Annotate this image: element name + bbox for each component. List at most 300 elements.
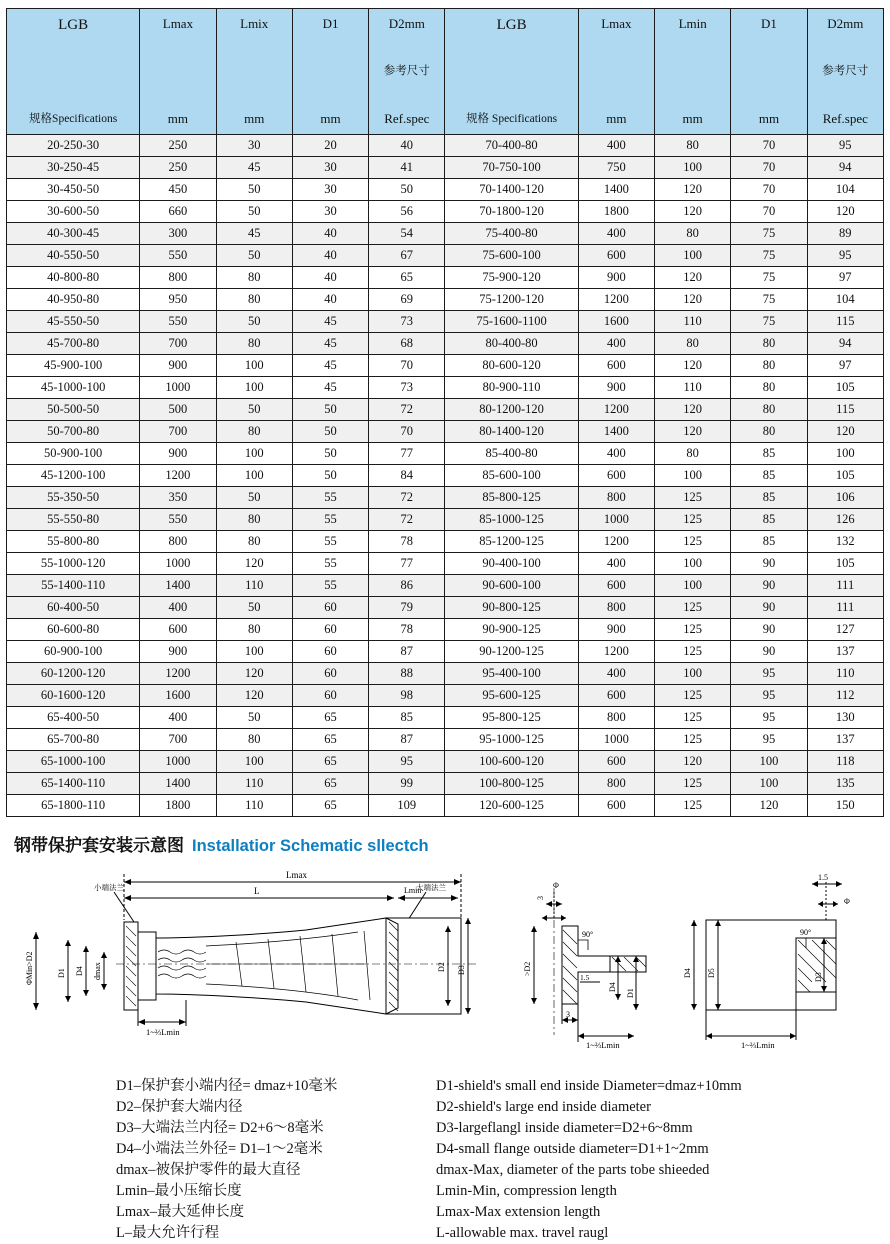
table-cell: 100 bbox=[655, 157, 731, 179]
table-cell: 125 bbox=[655, 685, 731, 707]
table-cell: 50 bbox=[292, 421, 368, 443]
table-cell: 80 bbox=[655, 443, 731, 465]
table-cell: 65-700-80 bbox=[7, 729, 140, 751]
table-cell: 137 bbox=[807, 641, 883, 663]
table-cell: 65-400-50 bbox=[7, 707, 140, 729]
table-cell: 65 bbox=[292, 773, 368, 795]
table-cell: 600 bbox=[578, 355, 654, 377]
table-cell: 80 bbox=[216, 333, 292, 355]
legend-line-en: D2-shield's large end inside diameter bbox=[436, 1099, 651, 1116]
table-row bbox=[7, 355, 884, 377]
table-row bbox=[7, 773, 884, 795]
legend-line-cn: D3–大端法兰内径= D2+6～8毫米 bbox=[116, 1120, 324, 1137]
table-cell: 1400 bbox=[578, 421, 654, 443]
table-cell: 120 bbox=[655, 421, 731, 443]
table-row bbox=[7, 135, 884, 157]
legend-english bbox=[376, 1076, 796, 1244]
table-cell: 40 bbox=[292, 245, 368, 267]
table-cell: 60-600-80 bbox=[7, 619, 140, 641]
table-cell: 50 bbox=[216, 707, 292, 729]
table-cell: 99 bbox=[369, 773, 445, 795]
table-cell: 75-400-80 bbox=[445, 223, 578, 245]
table-cell: 90-600-100 bbox=[445, 575, 578, 597]
table-cell: 77 bbox=[369, 443, 445, 465]
table-cell: 85 bbox=[731, 487, 807, 509]
table-cell: 100 bbox=[807, 443, 883, 465]
table-cell: 60 bbox=[292, 597, 368, 619]
table-cell: 85 bbox=[731, 443, 807, 465]
table-cell: 900 bbox=[140, 641, 216, 663]
table-cell: 50 bbox=[216, 597, 292, 619]
table-cell: 1400 bbox=[578, 179, 654, 201]
table-row bbox=[7, 157, 884, 179]
table-row bbox=[7, 179, 884, 201]
table-cell: 800 bbox=[578, 487, 654, 509]
table-row bbox=[7, 597, 884, 619]
table-cell: 80-400-80 bbox=[445, 333, 578, 355]
table-row bbox=[7, 729, 884, 751]
table-cell: 400 bbox=[578, 443, 654, 465]
table-cell: 72 bbox=[369, 399, 445, 421]
table-cell: 77 bbox=[369, 553, 445, 575]
table-cell: 79 bbox=[369, 597, 445, 619]
table-cell: 750 bbox=[578, 157, 654, 179]
table-cell: 120 bbox=[216, 553, 292, 575]
table-cell: 50 bbox=[292, 399, 368, 421]
table-row bbox=[7, 245, 884, 267]
table-cell: 450 bbox=[140, 179, 216, 201]
label-phi-right: Φ bbox=[844, 897, 850, 906]
table-cell: 80 bbox=[216, 531, 292, 553]
table-cell: 125 bbox=[655, 773, 731, 795]
table-body bbox=[7, 135, 884, 817]
table-row bbox=[7, 707, 884, 729]
label-dim15-mid: 1.5 bbox=[580, 973, 590, 982]
table-cell: 1600 bbox=[578, 311, 654, 333]
table-cell: 80 bbox=[216, 421, 292, 443]
table-row bbox=[7, 223, 884, 245]
table-cell: 90-800-125 bbox=[445, 597, 578, 619]
label-d3-right: D3 bbox=[814, 972, 823, 982]
table-cell: 60 bbox=[292, 663, 368, 685]
table-cell: 115 bbox=[807, 399, 883, 421]
table-cell: 45 bbox=[292, 311, 368, 333]
table-cell: 67 bbox=[369, 245, 445, 267]
table-cell: 75 bbox=[731, 267, 807, 289]
table-cell: 800 bbox=[140, 267, 216, 289]
table-cell: 73 bbox=[369, 377, 445, 399]
table-cell: 85-1000-125 bbox=[445, 509, 578, 531]
table-cell: 60 bbox=[292, 641, 368, 663]
header-lgb-left-title: LGB bbox=[58, 17, 89, 33]
table-cell: 120 bbox=[655, 289, 731, 311]
table-cell: 20-250-30 bbox=[7, 135, 140, 157]
table-cell: 120 bbox=[807, 421, 883, 443]
legend-line-en: dmax-Max, diameter of the parts tobe shieeded bbox=[436, 1162, 710, 1179]
table-cell: 95 bbox=[731, 663, 807, 685]
table-cell: 90-900-125 bbox=[445, 619, 578, 641]
table-cell: 50 bbox=[369, 179, 445, 201]
table-cell: 105 bbox=[807, 553, 883, 575]
table-cell: 41 bbox=[369, 157, 445, 179]
table-cell: 118 bbox=[807, 751, 883, 773]
table-cell: 55 bbox=[292, 487, 368, 509]
table-cell: 400 bbox=[578, 553, 654, 575]
legend-line-cn: D1–保护套小端内径= dmaz+10毫米 bbox=[116, 1078, 338, 1094]
table-cell: 95 bbox=[807, 245, 883, 267]
table-cell: 120 bbox=[216, 685, 292, 707]
table-cell: 45-900-100 bbox=[7, 355, 140, 377]
table-cell: 1200 bbox=[578, 641, 654, 663]
legend-line-cn: Lmin–最小压缩长度 bbox=[116, 1183, 242, 1200]
label-d1-mid: D1 bbox=[626, 988, 635, 998]
table-cell: 600 bbox=[578, 751, 654, 773]
header-lgb-left-sub: 规格Specifications bbox=[29, 113, 118, 126]
table-cell: 109 bbox=[369, 795, 445, 817]
table-cell: 30-600-50 bbox=[7, 201, 140, 223]
table-cell: 40-950-80 bbox=[7, 289, 140, 311]
label-gt-d2: >D2 bbox=[523, 961, 532, 976]
label-angle90-right: 90° bbox=[800, 928, 812, 937]
table-cell: 800 bbox=[140, 531, 216, 553]
table-cell: 80 bbox=[655, 135, 731, 157]
table-cell: 97 bbox=[807, 267, 883, 289]
table-cell: 95 bbox=[369, 751, 445, 773]
table-cell: 1600 bbox=[140, 685, 216, 707]
table-cell: 86 bbox=[369, 575, 445, 597]
table-cell: 125 bbox=[655, 487, 731, 509]
table-cell: 40-800-80 bbox=[7, 267, 140, 289]
table-cell: 550 bbox=[140, 311, 216, 333]
table-cell: 1200 bbox=[140, 663, 216, 685]
table-cell: 95-800-125 bbox=[445, 707, 578, 729]
table-row bbox=[7, 399, 884, 421]
table-cell: 900 bbox=[578, 619, 654, 641]
table-cell: 45-700-80 bbox=[7, 333, 140, 355]
table-cell: 80-900-110 bbox=[445, 377, 578, 399]
table-cell: 70 bbox=[369, 421, 445, 443]
table-cell: 95 bbox=[731, 685, 807, 707]
table-cell: 55 bbox=[292, 531, 368, 553]
label-l: L bbox=[254, 886, 260, 896]
table-cell: 110 bbox=[216, 575, 292, 597]
table-cell: 70 bbox=[369, 355, 445, 377]
table-cell: 40 bbox=[369, 135, 445, 157]
table-cell: 550 bbox=[140, 245, 216, 267]
table-cell: 100 bbox=[216, 751, 292, 773]
legend-line-en: Lmax-Max extension length bbox=[436, 1204, 601, 1221]
legend-line-cn: D4–小端法兰外径= D1–1～2毫米 bbox=[116, 1141, 323, 1158]
table-cell: 55 bbox=[292, 553, 368, 575]
table-cell: 600 bbox=[578, 795, 654, 817]
section-title bbox=[14, 831, 884, 856]
table-cell: 50 bbox=[216, 311, 292, 333]
header-lmix-left: Lmix mm bbox=[216, 9, 292, 135]
table-row bbox=[7, 509, 884, 531]
table-cell: 30-250-45 bbox=[7, 157, 140, 179]
table-cell: 70 bbox=[731, 157, 807, 179]
table-cell: 98 bbox=[369, 685, 445, 707]
table-row bbox=[7, 201, 884, 223]
table-cell: 56 bbox=[369, 201, 445, 223]
table-cell: 100 bbox=[731, 751, 807, 773]
table-cell: 300 bbox=[140, 223, 216, 245]
table-cell: 55-550-80 bbox=[7, 509, 140, 531]
table-cell: 84 bbox=[369, 465, 445, 487]
table-cell: 87 bbox=[369, 641, 445, 663]
table-cell: 87 bbox=[369, 729, 445, 751]
table-cell: 125 bbox=[655, 597, 731, 619]
table-cell: 1400 bbox=[140, 773, 216, 795]
table-cell: 400 bbox=[140, 707, 216, 729]
table-cell: 88 bbox=[369, 663, 445, 685]
label-dim3-mid: 3 bbox=[536, 896, 545, 900]
table-cell: 90 bbox=[731, 619, 807, 641]
table-cell: 65-1000-100 bbox=[7, 751, 140, 773]
table-row bbox=[7, 575, 884, 597]
table-cell: 68 bbox=[369, 333, 445, 355]
table-cell: 400 bbox=[578, 333, 654, 355]
table-cell: 1800 bbox=[140, 795, 216, 817]
section-title-en: Installatior Schematic sllectch bbox=[192, 837, 429, 855]
table-cell: 80 bbox=[731, 421, 807, 443]
label-d5-right: D5 bbox=[707, 968, 716, 978]
table-row bbox=[7, 619, 884, 641]
table-cell: 700 bbox=[140, 333, 216, 355]
table-cell: 110 bbox=[655, 311, 731, 333]
diagram-svg bbox=[6, 860, 884, 1070]
table-cell: 85 bbox=[731, 531, 807, 553]
table-cell: 30 bbox=[292, 179, 368, 201]
table-cell: 70 bbox=[731, 179, 807, 201]
table-row bbox=[7, 311, 884, 333]
table-cell: 50 bbox=[216, 201, 292, 223]
table-cell: 50-900-100 bbox=[7, 443, 140, 465]
header-d1-right: D1 mm bbox=[731, 9, 807, 135]
header-d2-right: D2mm 参考尺寸 Ref.spec bbox=[807, 9, 883, 135]
table-cell: 600 bbox=[578, 685, 654, 707]
table-cell: 800 bbox=[578, 707, 654, 729]
table-row bbox=[7, 641, 884, 663]
table-cell: 80-600-120 bbox=[445, 355, 578, 377]
table-cell: 700 bbox=[140, 729, 216, 751]
table-cell: 80 bbox=[216, 619, 292, 641]
table-row bbox=[7, 443, 884, 465]
table-cell: 95 bbox=[731, 707, 807, 729]
table-cell: 70 bbox=[731, 135, 807, 157]
table-row bbox=[7, 663, 884, 685]
table-cell: 550 bbox=[140, 509, 216, 531]
table-cell: 900 bbox=[578, 377, 654, 399]
specifications-table bbox=[6, 8, 884, 817]
table-cell: 60-1600-120 bbox=[7, 685, 140, 707]
table-cell: 400 bbox=[578, 135, 654, 157]
table-cell: 45 bbox=[292, 377, 368, 399]
header-lmin-right: Lmin mm bbox=[655, 9, 731, 135]
legend-line-en: D1-shield's small end inside Diameter=dmaz+10mm bbox=[436, 1078, 742, 1094]
table-cell: 1000 bbox=[140, 751, 216, 773]
table-cell: 65-1400-110 bbox=[7, 773, 140, 795]
label-frac-lmin-right: 1~⅔Lmin bbox=[741, 1040, 775, 1050]
table-cell: 700 bbox=[140, 421, 216, 443]
table-cell: 80-1200-120 bbox=[445, 399, 578, 421]
table-cell: 89 bbox=[807, 223, 883, 245]
table-cell: 65 bbox=[292, 751, 368, 773]
table-cell: 125 bbox=[655, 619, 731, 641]
table-cell: 75 bbox=[731, 245, 807, 267]
table-cell: 75-600-100 bbox=[445, 245, 578, 267]
table-cell: 400 bbox=[578, 663, 654, 685]
table-cell: 55 bbox=[292, 509, 368, 531]
label-d4-mid: D4 bbox=[608, 982, 617, 992]
table-cell: 75-900-120 bbox=[445, 267, 578, 289]
table-cell: 95-1000-125 bbox=[445, 729, 578, 751]
legend-line-cn: D2–保护套大端内径 bbox=[116, 1099, 243, 1116]
table-row bbox=[7, 289, 884, 311]
table-cell: 80-1400-120 bbox=[445, 421, 578, 443]
table-cell: 100 bbox=[655, 245, 731, 267]
label-d2: D2 bbox=[437, 962, 446, 972]
table-cell: 105 bbox=[807, 465, 883, 487]
table-cell: 900 bbox=[140, 443, 216, 465]
table-cell: 100 bbox=[655, 575, 731, 597]
table-cell: 94 bbox=[807, 333, 883, 355]
table-cell: 55-350-50 bbox=[7, 487, 140, 509]
table-cell: 1000 bbox=[140, 377, 216, 399]
header-lmax-left: Lmax mm bbox=[140, 9, 216, 135]
table-cell: 120 bbox=[807, 201, 883, 223]
table-cell: 50 bbox=[216, 487, 292, 509]
table-cell: 110 bbox=[216, 773, 292, 795]
label-lmin: Lmin bbox=[404, 886, 422, 895]
table-row bbox=[7, 487, 884, 509]
table-cell: 60 bbox=[292, 685, 368, 707]
table-cell: 400 bbox=[140, 597, 216, 619]
table-cell: 125 bbox=[655, 729, 731, 751]
table-cell: 1200 bbox=[578, 399, 654, 421]
table-cell: 120-600-125 bbox=[445, 795, 578, 817]
table-cell: 60 bbox=[292, 619, 368, 641]
table-cell: 125 bbox=[655, 641, 731, 663]
header-lgb-left bbox=[7, 9, 140, 135]
table-cell: 660 bbox=[140, 201, 216, 223]
table-cell: 104 bbox=[807, 289, 883, 311]
table-cell: 600 bbox=[578, 575, 654, 597]
table-cell: 50 bbox=[216, 179, 292, 201]
table-cell: 120 bbox=[731, 795, 807, 817]
table-cell: 100 bbox=[216, 443, 292, 465]
table-cell: 50 bbox=[292, 465, 368, 487]
table-cell: 120 bbox=[216, 663, 292, 685]
table-cell: 104 bbox=[807, 179, 883, 201]
table-cell: 1000 bbox=[140, 553, 216, 575]
table-cell: 1000 bbox=[578, 509, 654, 531]
section-title-cn: 钢带保护套安装示意图 bbox=[14, 836, 184, 855]
table-cell: 125 bbox=[655, 707, 731, 729]
table-cell: 100 bbox=[655, 465, 731, 487]
table-cell: 75-1600-1100 bbox=[445, 311, 578, 333]
header-lgb-right-title: LGB bbox=[496, 17, 527, 33]
table-row bbox=[7, 553, 884, 575]
header-d1-left: D1 mm bbox=[292, 9, 368, 135]
table-cell: 65 bbox=[369, 267, 445, 289]
label-phi-mid: Φ bbox=[553, 881, 559, 890]
table-cell: 80 bbox=[216, 267, 292, 289]
header-d2-left: D2mm 参考尺寸 Ref.spec bbox=[369, 9, 445, 135]
table-cell: 78 bbox=[369, 531, 445, 553]
table-row bbox=[7, 267, 884, 289]
table-cell: 800 bbox=[578, 597, 654, 619]
label-phi-min: ΦMin>D2 bbox=[25, 951, 34, 985]
table-cell: 80 bbox=[216, 509, 292, 531]
label-small-flange: 小端法兰 bbox=[94, 883, 124, 892]
table-cell: 132 bbox=[807, 531, 883, 553]
label-angle90-mid: 90° bbox=[582, 930, 594, 939]
table-cell: 800 bbox=[578, 773, 654, 795]
table-cell: 120 bbox=[655, 179, 731, 201]
table-cell: 1200 bbox=[578, 289, 654, 311]
table-cell: 130 bbox=[807, 707, 883, 729]
table-cell: 600 bbox=[578, 465, 654, 487]
table-header bbox=[7, 9, 884, 135]
table-cell: 90-1200-125 bbox=[445, 641, 578, 663]
table-cell: 30 bbox=[292, 201, 368, 223]
legend-line-cn: L–最大允许行程 bbox=[116, 1225, 220, 1242]
table-cell: 45-550-50 bbox=[7, 311, 140, 333]
table-cell: 45 bbox=[216, 157, 292, 179]
table-cell: 115 bbox=[807, 311, 883, 333]
table-cell: 70-1800-120 bbox=[445, 201, 578, 223]
table-cell: 126 bbox=[807, 509, 883, 531]
table-cell: 55-800-80 bbox=[7, 531, 140, 553]
table-cell: 85-1200-125 bbox=[445, 531, 578, 553]
table-cell: 125 bbox=[655, 795, 731, 817]
table-cell: 80 bbox=[731, 377, 807, 399]
table-cell: 60-1200-120 bbox=[7, 663, 140, 685]
label-frac-lmin-mid: 1~⅔Lmin bbox=[586, 1040, 620, 1050]
table-row bbox=[7, 795, 884, 817]
table-cell: 73 bbox=[369, 311, 445, 333]
table-cell: 65 bbox=[292, 707, 368, 729]
table-cell: 90 bbox=[731, 597, 807, 619]
table-cell: 125 bbox=[655, 509, 731, 531]
label-large-flange: 大端法兰 bbox=[416, 883, 446, 892]
table-cell: 45-1200-100 bbox=[7, 465, 140, 487]
table-cell: 30 bbox=[292, 157, 368, 179]
table-cell: 111 bbox=[807, 575, 883, 597]
table-cell: 95 bbox=[807, 135, 883, 157]
table-cell: 100 bbox=[731, 773, 807, 795]
table-cell: 350 bbox=[140, 487, 216, 509]
table-cell: 40 bbox=[292, 289, 368, 311]
table-row bbox=[7, 377, 884, 399]
table-cell: 1200 bbox=[140, 465, 216, 487]
table-cell: 55 bbox=[292, 575, 368, 597]
table-cell: 900 bbox=[140, 355, 216, 377]
table-cell: 110 bbox=[807, 663, 883, 685]
table-cell: 70-750-100 bbox=[445, 157, 578, 179]
table-cell: 90 bbox=[731, 553, 807, 575]
table-cell: 40 bbox=[292, 223, 368, 245]
table-cell: 80 bbox=[216, 289, 292, 311]
table-cell: 45 bbox=[216, 223, 292, 245]
table-cell: 135 bbox=[807, 773, 883, 795]
legend-line-en: D3-largeflangl inside diameter=D2+6~8mm bbox=[436, 1120, 693, 1137]
table-cell: 45-1000-100 bbox=[7, 377, 140, 399]
table-cell: 90-400-100 bbox=[445, 553, 578, 575]
label-lmax: Lmax bbox=[286, 870, 307, 880]
table-cell: 72 bbox=[369, 509, 445, 531]
